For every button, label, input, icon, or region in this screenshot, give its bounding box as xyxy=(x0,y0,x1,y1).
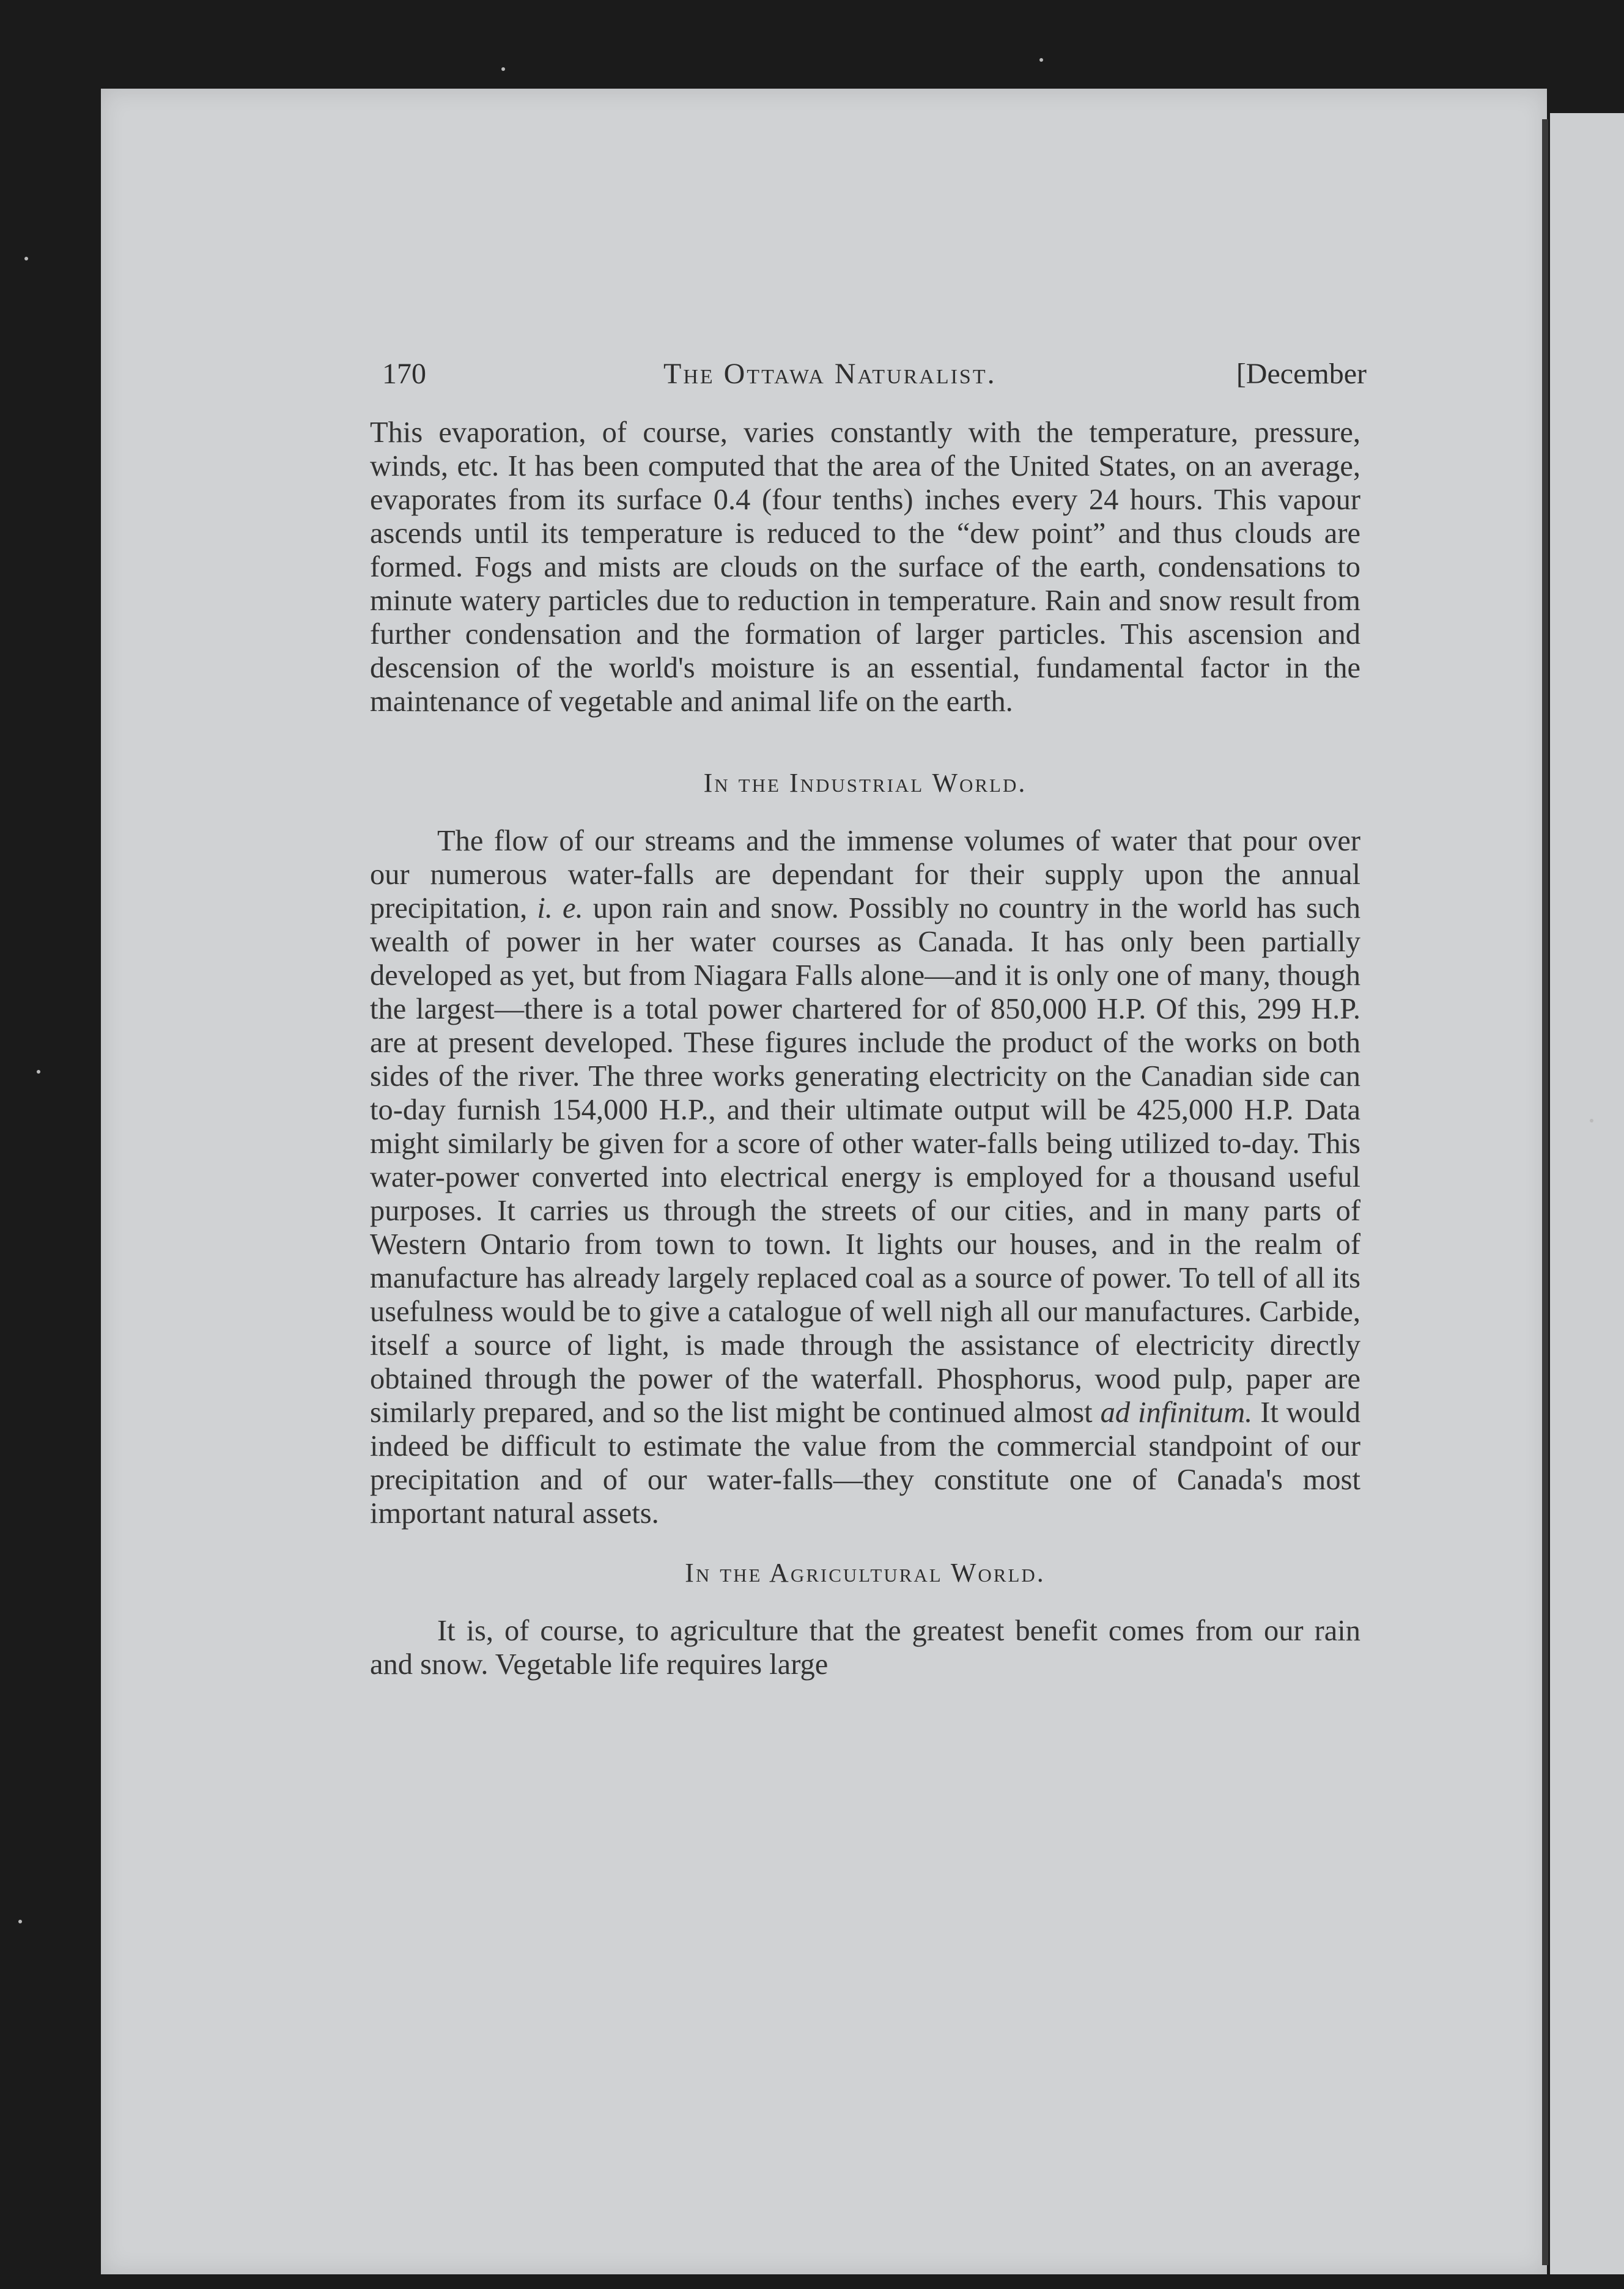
industrial-text-part3: It would indeed be difficult to estimate the value from the commercial standpoint of our precipitation and of our water-falls—they constitute one of Canada's most important natural assets. xyxy=(370,1396,1360,1530)
dust-speck xyxy=(1590,1119,1593,1122)
journal-title: The Ottawa Naturalist. xyxy=(663,358,997,390)
section-heading-industrial: In the Industrial World. xyxy=(703,768,1027,798)
article-body xyxy=(370,416,1360,1681)
dust-speck xyxy=(37,1070,40,1074)
ie-abbreviation: i. e. xyxy=(537,892,583,924)
issue-month: [December xyxy=(1236,358,1367,390)
running-head xyxy=(382,356,1367,393)
dust-speck xyxy=(24,257,28,260)
page-number: 170 xyxy=(382,358,426,390)
page-spine-shadow xyxy=(1542,119,1548,2265)
dust-speck xyxy=(1039,58,1043,62)
industrial-text-part2: upon rain and snow. Possibly no country in the world has such wealth of power in her water courses as Canada. It has only been partially developed as yet, but from Niagara Falls alone—and it is only one of many, though the largest—there is a total power chartered for of 850,000 H.P. Of this, 299 H.P. are at present developed. These figures include the product of the works on both sides of the river. The three works generating electricity on the Canadian side can to-day furnish 154,000 H.P., and their ultimate output will be 425,000 H.P. Data might similarly be given for a score of other water-falls being utilized to-day. This water-power converted into electrical energy is employed for a thousand useful purposes. It carries us through the streets of our cities, and in many parts of Western Ontario from town to town. It lights our houses, and in the realm of manufacture has already largely replaced coal as a source of power. To tell of all its usefulness would be to give a catalogue of well nigh all our manufactures. Carbide, itself a source of light, is made through the assistance of electricity directly obtained through the power of the waterfall. Phosphorus, wood pulp, paper are similarly prepared, and so the list might be continued almost xyxy=(370,892,1361,1429)
paragraph-industrial xyxy=(370,824,1360,1530)
ad-infinitum-phrase: ad infinitum. xyxy=(1100,1396,1253,1429)
dust-speck xyxy=(18,1920,22,1923)
section-heading-agricultural: In the Agricultural World. xyxy=(685,1558,1046,1588)
paragraph-agricultural: It is, of course, to agriculture that the greatest benefit comes from our rain and snow. Vegetable life requires large xyxy=(370,1615,1360,1681)
paragraph-evaporation: This evaporation, of course, varies constantly with the temperature, pressure, winds, etc. It has been computed that the area of the United States, on an average, evaporates from its surface 0.4 (four tenths) inches every 24 hours. This vapour ascends until its temperature is reduced to the “dew point” and thus clouds are formed. Fogs and mists are clouds on the surface of the earth, condensations to minute watery particles due to reduction in temperature. Rain and snow result from further condensation and the formation of larger particles. This ascension and descension of the world's moisture is an essential, fundamental factor in the maintenance of vegetable and animal life on the earth. xyxy=(370,416,1360,718)
facing-page-edge xyxy=(1550,113,1624,2274)
dust-speck xyxy=(501,67,505,71)
industrial-text-part1: The flow of our streams and the immense volumes of water that pour over our numerous water-falls are dependant for their supply upon the annual precipitation, xyxy=(370,825,1360,924)
